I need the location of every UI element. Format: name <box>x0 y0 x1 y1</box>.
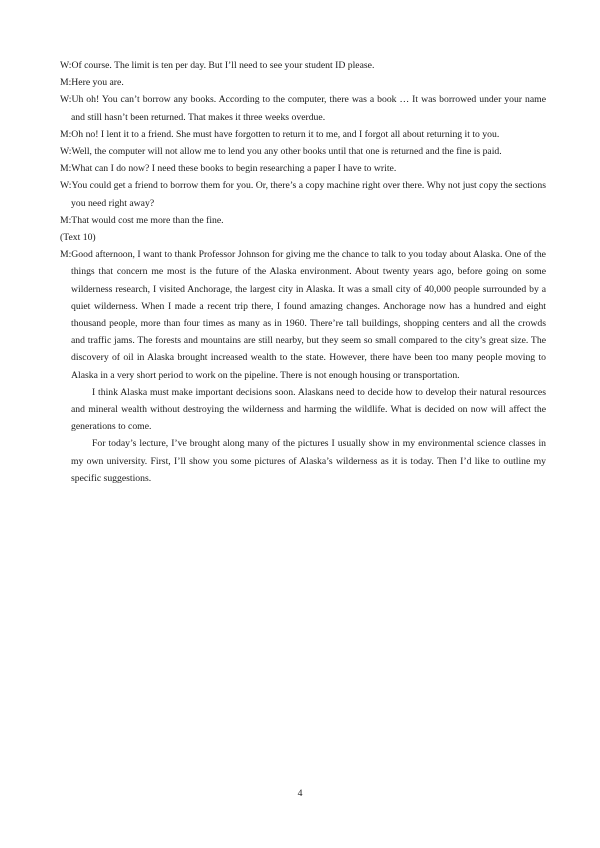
document-body <box>60 57 546 487</box>
dialog-line: W:Of course. The limit is ten per day. But I’ll need to see your student ID please. <box>60 60 375 71</box>
lecture-paragraph-2: I think Alaska must make important decisions soon. Alaskans need to decide how to develop their natural resources and mineral wealth without destroying the wilderness and harming the wildlife. What is decided on now will affect the generations to come. <box>71 386 546 433</box>
dialog-line: M:That would cost me more than the fine. <box>60 214 224 226</box>
dialog-line: M:Here you are. <box>60 77 124 89</box>
dialog-line: W:Uh oh! You can’t borrow any books. According to the computer, there was a book … It was borrowed under your name and still hasn’t been returned. That makes it three weeks overdue. <box>60 94 546 123</box>
dialog-line: W:You could get a friend to borrow them for you. Or, there’s a copy machine right over there. Why not just copy the sections you need right away? <box>60 180 546 209</box>
dialog-line: M:What can I do now? I need these books to begin researching a paper I have to write. <box>60 163 397 175</box>
dialog-line: M:Oh no! I lent it to a friend. She must have forgotten to return it to me, and I forgot all about returning it to you. <box>60 128 500 140</box>
lecture-paragraph-3: For today’s lecture, I’ve brought along many of the pictures I usually show in my environmental science classes in my own university. First, I’ll show you some pictures of Alaska’s wilderness as it is today. Then I’d like to outline my specific suggestions. <box>71 438 546 484</box>
lecture-paragraph-1: M:Good afternoon, I want to thank Professor Johnson for giving me the chance to talk to you today about Alaska. One of the things that concern me most is the future of the Alaska environment. About twenty years ago, before going on some wilderness research, I visited Anchorage, the largest city in Alaska. It was a small city of 40,000 people surrounded by a quiet wilderness. When I made a recent trip there, I found amazing changes. Anchorage now has a hundred and eight thousand people, more than four times as many as in 1960. There’re tall buildings, shopping centers and all the crowds and traffic jams. The forests and mountains are still nearby, but they seem so small compared to the city’s great size. The discovery of oil in Alaska brought increased wealth to the state. However, there have been too many people moving to Alaska in a very short period to work on the pipeline. There is not enough housing or transportation. <box>60 249 546 381</box>
dialog-line: W:Well, the computer will not allow me to lend you any other books until that one is returned and the fine is paid. <box>60 146 502 158</box>
section-label: (Text 10) <box>60 232 96 244</box>
page-number: 4 <box>297 788 303 799</box>
